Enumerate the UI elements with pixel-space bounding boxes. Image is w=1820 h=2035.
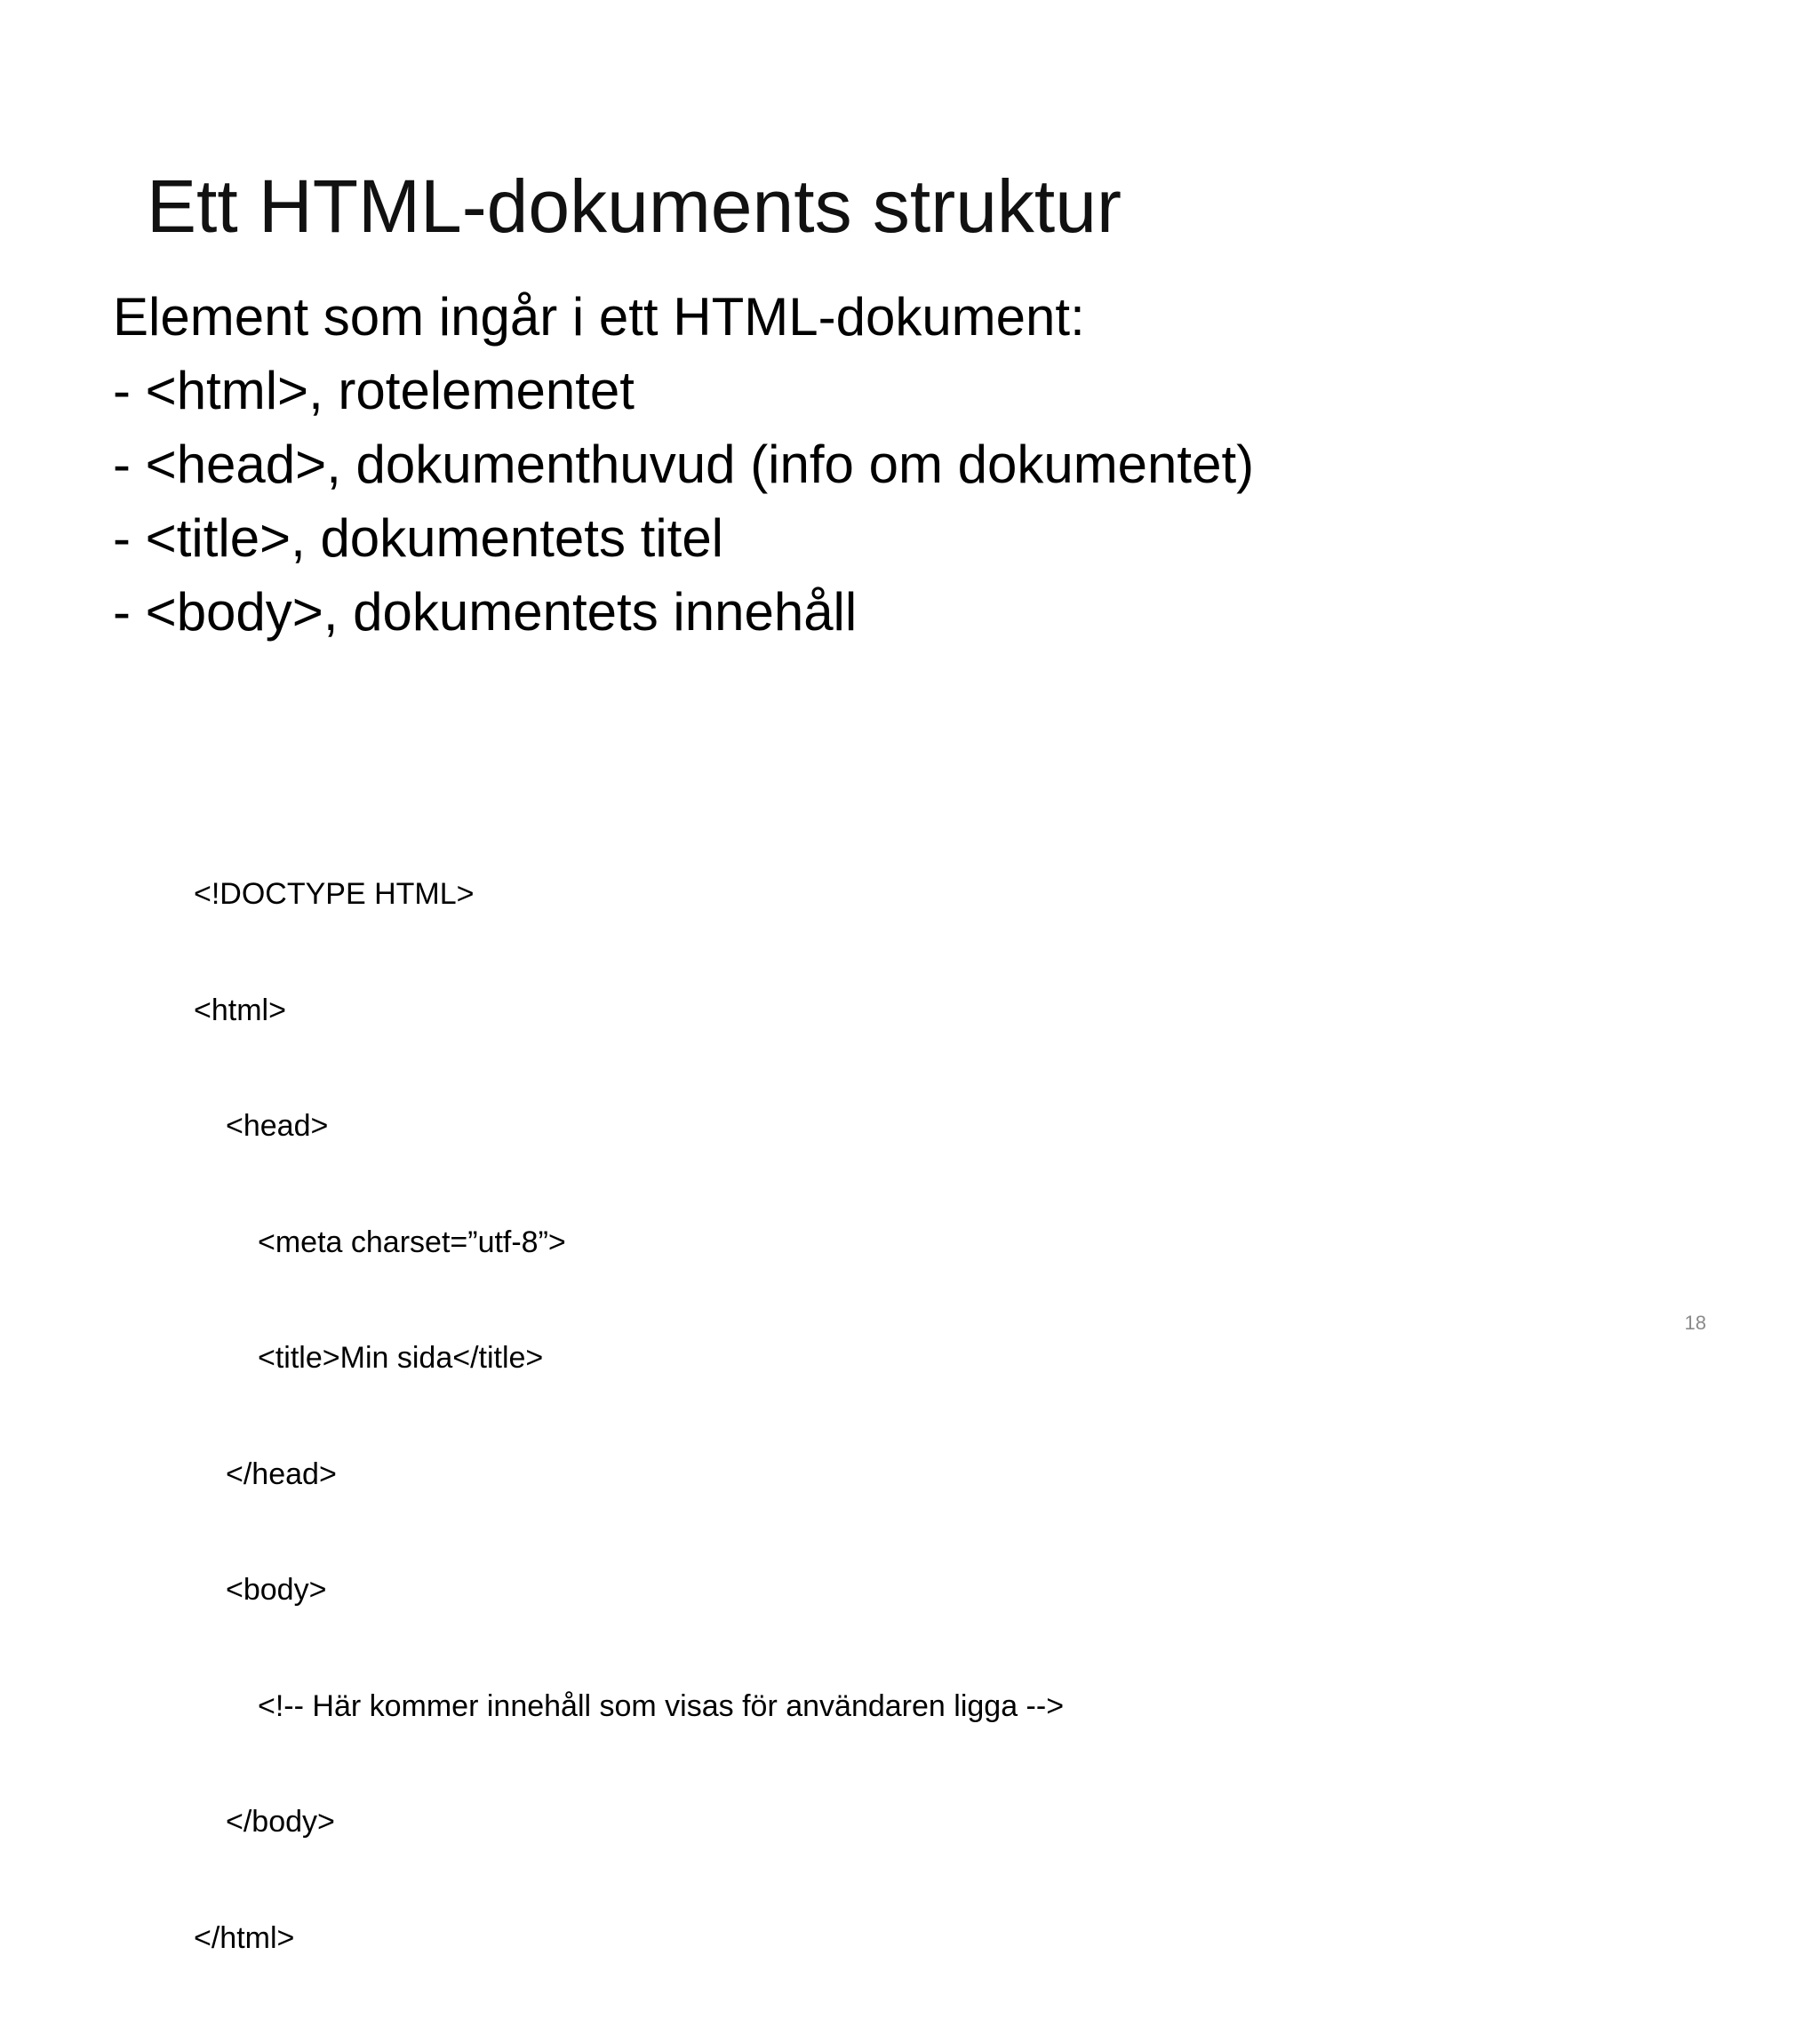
- code-line-comment: <!-- Här kommer innehåll som visas för användaren ligga -->: [258, 1688, 1065, 1723]
- code-line-body-close: </body>: [226, 1805, 335, 1839]
- intro-text: Element som ingår i ett HTML-dokument:: [113, 287, 1085, 347]
- bullet-item-head: - <head>, dokumenthuvud (info om dokumentet): [113, 435, 1255, 494]
- bullet-item-body: - <body>, dokumentets innehåll: [113, 582, 858, 642]
- bullet-item-html: - <html>, rotelementet: [113, 361, 635, 420]
- code-example: [194, 798, 1064, 2035]
- code-line-doctype: <!DOCTYPE HTML>: [194, 877, 475, 911]
- code-line-head-close: </head>: [226, 1456, 337, 1491]
- code-line-head-open: <head>: [226, 1109, 329, 1143]
- code-line-title: <title>Min sida</title>: [258, 1341, 544, 1375]
- slide-title: Ett HTML-dokuments struktur: [147, 164, 1122, 248]
- code-line-html-close: </html>: [194, 1920, 295, 1955]
- bullet-item-title: - <title>, dokumentets titel: [113, 508, 724, 568]
- page-number: 18: [1684, 1312, 1706, 1334]
- code-line-html-open: <html>: [194, 993, 286, 1027]
- code-line-meta: <meta charset=”utf-8”>: [258, 1225, 566, 1259]
- slide-body: [113, 280, 1624, 649]
- code-line-body-open: <body>: [226, 1573, 327, 1607]
